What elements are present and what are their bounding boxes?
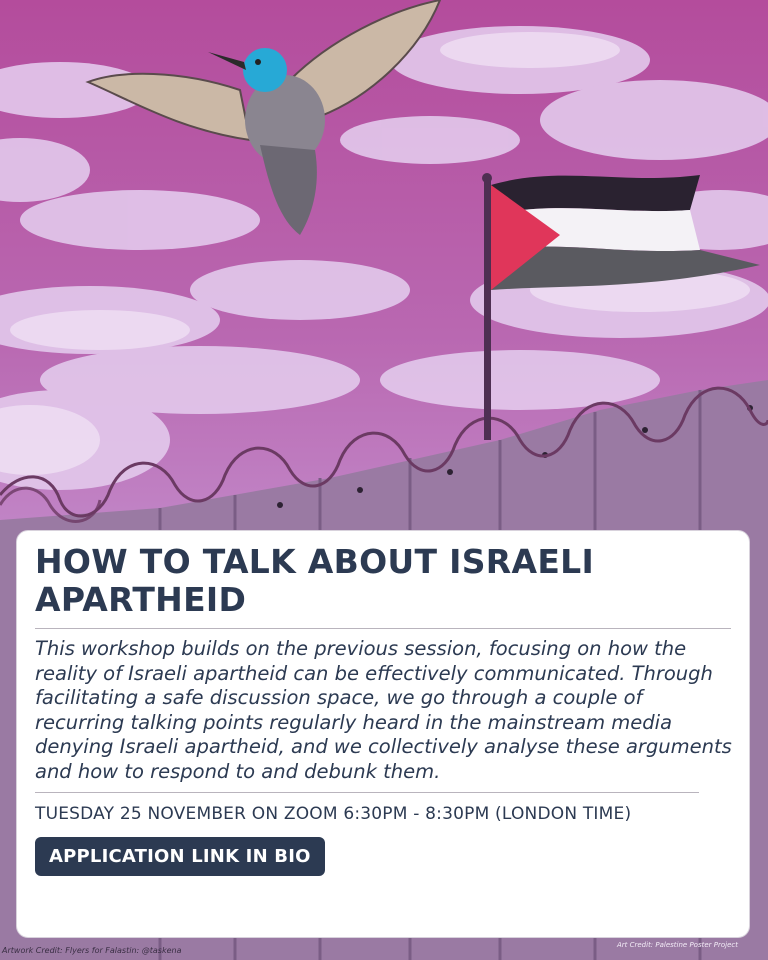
application-link-button[interactable]: APPLICATION LINK IN BIO xyxy=(35,837,325,876)
poster-title: HOW TO TALK ABOUT ISRAELI APARTHEID xyxy=(35,542,595,619)
divider xyxy=(35,792,699,793)
info-card xyxy=(16,530,750,938)
event-date-line: TUESDAY 25 NOVEMBER ON ZOOM 6:30PM - 8:30PM (LONDON TIME) xyxy=(35,804,632,824)
art-credit: Art Credit: Palestine Poster Project xyxy=(616,941,738,949)
workshop-description: This workshop builds on the previous session, focusing on how the reality of Israeli apartheid can be effectively communicated. Through facilitating a safe discussion space, we go through a couple of recurring talking points regularly heard in the mainstream media denying Israeli apartheid, and we collectively analyse these arguments and how to respond to and debunk them. xyxy=(35,637,732,783)
divider xyxy=(35,628,731,629)
artwork-credit: Artwork Credit: Flyers for Falastin: @taskena xyxy=(2,946,182,955)
